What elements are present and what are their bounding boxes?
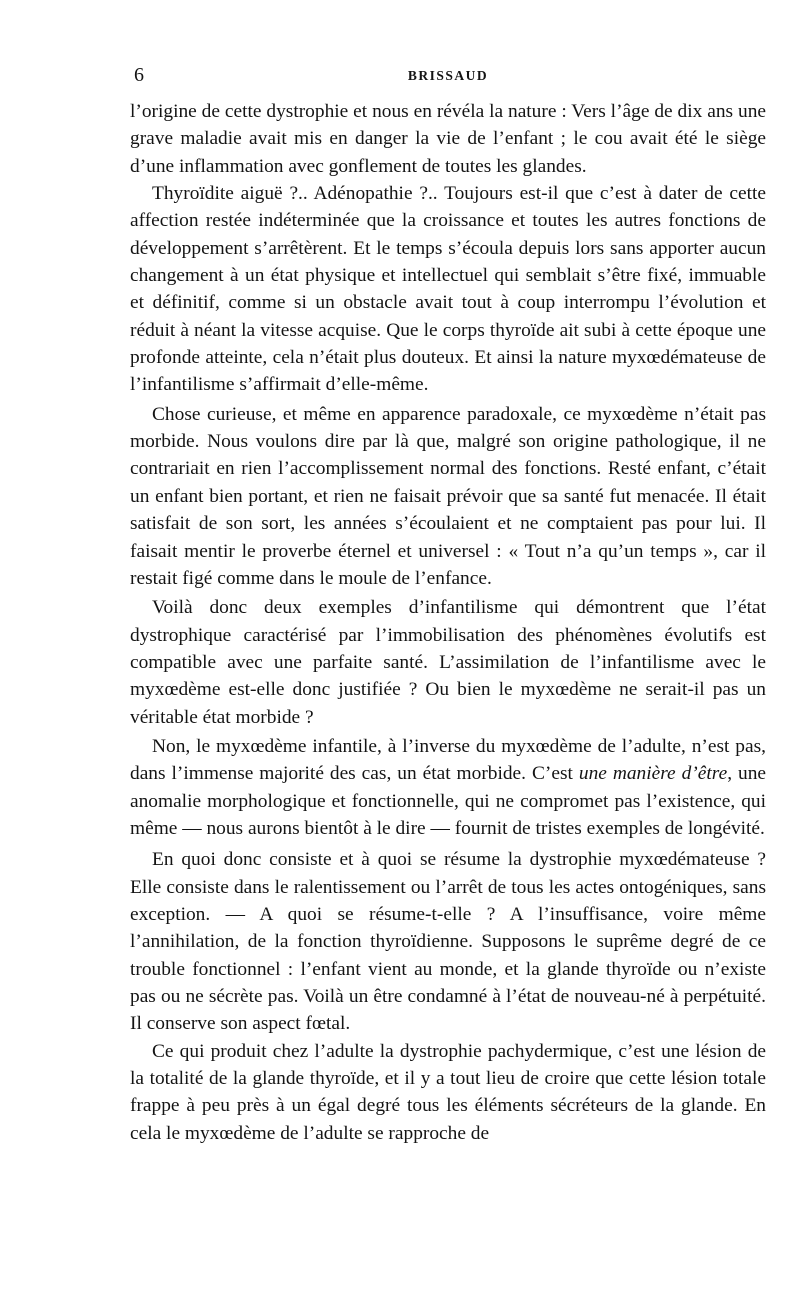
italic-phrase: une manière d’être [578,763,728,785]
paragraph-1: l’origine de cette dystrophie et nous en révéla la nature : Vers l’âge de dix ans une grave maladie avait mis en danger la vie de l’enfant ; le cou avait été le siège d’une inflammation avec gonflement de toutes les glandes. [130,101,766,177]
body-text [130,98,766,1147]
paragraph-5 [130,733,766,842]
paragraph-6: En quoi donc consiste et à quoi se résume la dystrophie myxœdémateuse ? Elle consiste dans le ralentissement ou l’arrêt de tous les actes ontogéniques, sans exception. — A quoi se résume-t-elle ? A l’insuffisance, voire même l’annihilation, de la fonction thyroïdienne. Supposons le suprême degré de ce trouble fonctionnel : l’enfant vient au monde, et la glande thyroïde ou n’existe pas ou ne sécrète pas. Voilà un être condamné à l’état de nouveau-né à perpétuité. Il conserve son aspect fœtal. [130,849,766,1035]
paragraph-5-text-end: , une anomalie morphologique et fonctionnelle, qui ne compromet pas l’existence, qui même — nous aurons bientôt à le dire — fournit de tristes exemples de longévité. [130,763,767,839]
page-header [128,63,768,87]
running-title: BRISSAUD [407,68,489,83]
paragraph-7: Ce qui produit chez l’adulte la dystrophie pachydermique, c’est une lésion de la totalité de la glande thyroïde, et il y a tout lieu de croire que cette lésion totale frappe à peu près à un égal degré tous les éléments sécréteurs de la glande. En cela le myxœdème de l’adulte se rapproche de [130,1040,766,1144]
paragraph-4: Voilà donc deux exemples d’infantilisme qui démontrent que l’état dystrophique caractérisé par l’immobilisation des phénomènes évolutifs est compatible avec une parfaite santé. L’assimilation de l’infantilisme avec le myxœdème est-elle donc justifiée ? Ou bien le myxœdème ne serait-il pas un véritable état morbide ? [130,597,766,728]
paragraph-2: Thyroïdite aiguë ?.. Adénopathie ?.. Toujours est-il que c’est à dater de cette affection restée indéterminée que la croissance et toutes les autres fonctions de développement s’arrêtèrent. Et le temps s’écoula depuis lors sans apporter aucun changement à un état physique et intellectuel qui semblait s’être fixé, immuable et définitif, comme si un obstacle avait tout à coup interrompu l’évolution et réduit à néant la vitesse acquise. Que le corps thyroïde ait subi à cette époque une profonde atteinte, cela n’était plus douteux. Et ainsi la nature myxœdémateuse de l’infantilisme s’affirmait d’elle-même. [130,183,766,396]
paragraph-5-text: Non, le myxœdème infantile, à l’inverse du myxœdème de l’adulte, n’est pas, dans l’immense majorité des cas, un état morbide. C’est [130,735,766,785]
page-number: 6 [134,64,144,86]
paragraph-3: Chose curieuse, et même en apparence paradoxale, ce myxœdème n’était pas morbide. Nous voulons dire par là que, malgré son origine pathologique, il ne contrariait en rien l’accomplissement normal des fonctions. Resté enfant, c’était un enfant bien portant, et rien ne faisait prévoir que sa santé fut menacée. Il était satisfait de son sort, les années s’écoulaient et ne comptaient pas pour lui. Il faisait mentir le proverbe éternel et universel : « Tout n’a qu’un temps », car il restait figé comme dans le moule de l’enfance. [130,403,766,589]
